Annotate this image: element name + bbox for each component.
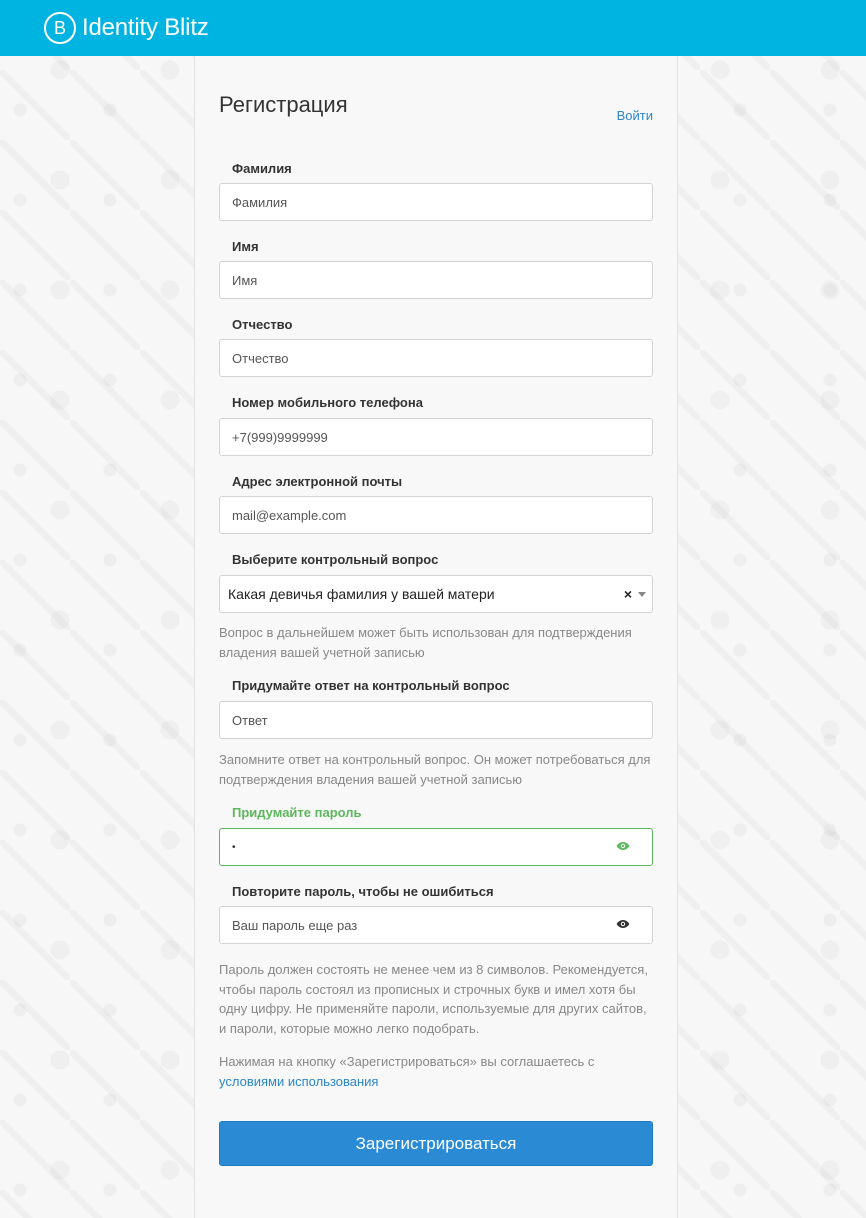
password-repeat-placeholder: Ваш пароль еще раз bbox=[232, 917, 358, 933]
brand-logo[interactable] bbox=[44, 12, 209, 44]
security-answer-placeholder: Ответ bbox=[232, 712, 268, 728]
password-input[interactable] bbox=[219, 828, 653, 866]
first-name-input[interactable] bbox=[219, 261, 653, 299]
password-repeat-input[interactable] bbox=[219, 906, 653, 944]
logo-icon: B bbox=[44, 12, 76, 44]
last-name-input[interactable] bbox=[219, 183, 653, 221]
terms-link[interactable]: условиями использования bbox=[219, 1073, 379, 1089]
close-icon[interactable]: × bbox=[623, 586, 632, 602]
email-label: Адрес электронной почты bbox=[232, 474, 403, 489]
password-label: Придумайте пароль bbox=[232, 805, 362, 820]
password-value: • bbox=[232, 841, 236, 853]
password-repeat-label: Повторите пароль, чтобы не ошибиться bbox=[232, 884, 494, 899]
eye-icon[interactable] bbox=[616, 919, 630, 929]
phone-label: Номер мобильного телефона bbox=[232, 395, 423, 410]
terms-prefix: Нажимая на кнопку «Зарегистрироваться» вы соглашаетесь с bbox=[219, 1054, 595, 1069]
security-question-help: Вопрос в дальнейшем может быть использован для подтверждения владения вашей учетной записью bbox=[219, 625, 632, 660]
page-title: Регистрация bbox=[219, 92, 348, 117]
phone-placeholder: +7(999)9999999 bbox=[232, 429, 328, 445]
register-button[interactable]: Зарегистрироваться bbox=[219, 1121, 653, 1166]
last-name-placeholder: Фамилия bbox=[232, 194, 288, 210]
eye-icon[interactable] bbox=[616, 841, 630, 851]
brand-name: Identity Blitz bbox=[82, 14, 209, 41]
first-name-label: Имя bbox=[232, 239, 259, 254]
registration-card bbox=[194, 56, 678, 1218]
middle-name-placeholder: Отчество bbox=[232, 350, 289, 366]
top-bar bbox=[0, 0, 866, 56]
chevron-down-icon[interactable] bbox=[638, 592, 646, 597]
password-help: Пароль должен состоять не менее чем из 8 символов. Рекомендуется, чтобы пароль состоял из прописных и строчных букв и имел хотя бы одну цифру. Не применяйте пароли, используемые для других сайтов, и пароли, которые можно легко подобрать. bbox=[219, 962, 648, 1036]
middle-name-label: Отчество bbox=[232, 317, 293, 332]
email-placeholder: mail@example.com bbox=[232, 507, 347, 523]
security-question-label: Выберите контрольный вопрос bbox=[232, 552, 439, 567]
login-link[interactable]: Войти bbox=[616, 108, 653, 123]
email-input[interactable] bbox=[219, 496, 653, 534]
last-name-label: Фамилия bbox=[232, 161, 292, 176]
security-answer-label: Придумайте ответ на контрольный вопрос bbox=[232, 678, 510, 693]
security-answer-help: Запомните ответ на контрольный вопрос. Он может потребоваться для подтверждения владения вашей учетной записью bbox=[219, 752, 651, 787]
security-question-select[interactable] bbox=[219, 575, 653, 613]
middle-name-input[interactable] bbox=[219, 339, 653, 377]
terms-notice bbox=[219, 1052, 653, 1091]
security-question-value: Какая девичья фамилия у вашей матери bbox=[228, 586, 495, 602]
security-answer-input[interactable] bbox=[219, 701, 653, 739]
first-name-placeholder: Имя bbox=[232, 272, 258, 288]
phone-input[interactable] bbox=[219, 418, 653, 456]
